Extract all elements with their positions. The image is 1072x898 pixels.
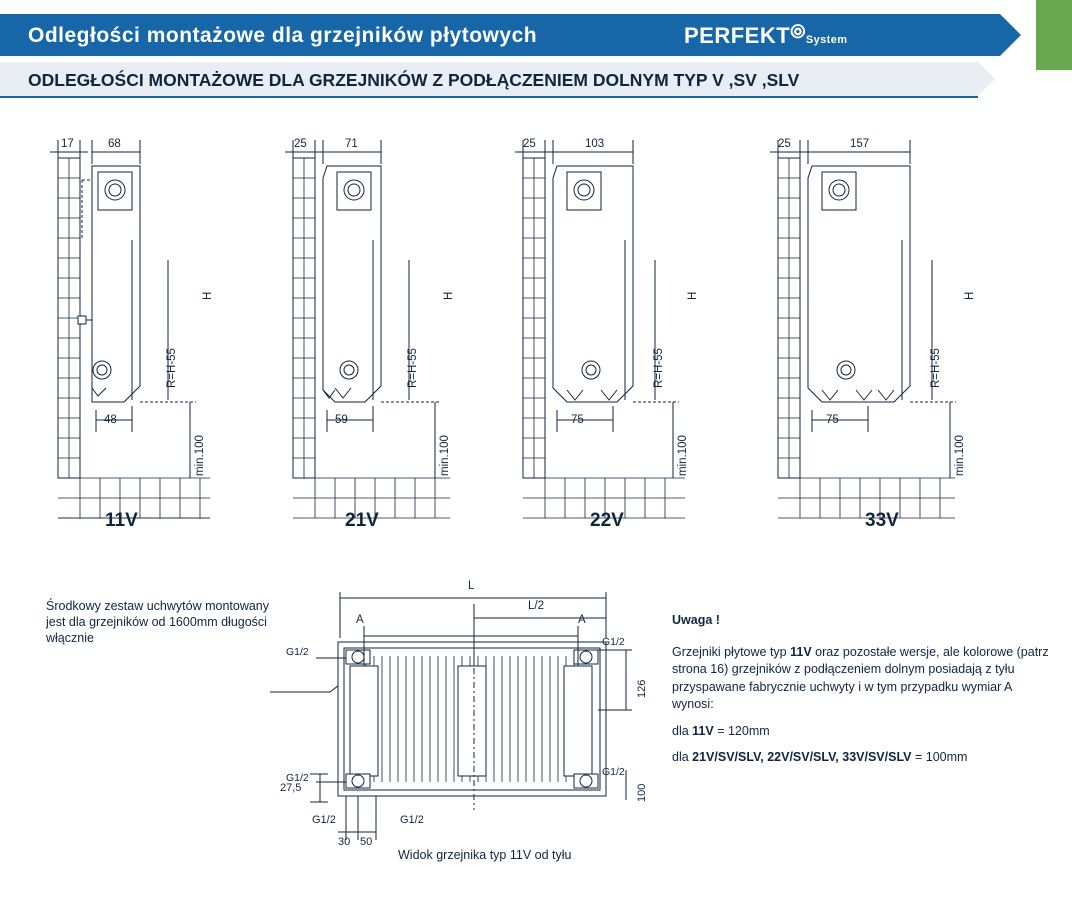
rear-view-caption: Widok grzejnika typ 11V od tyłu — [398, 848, 572, 862]
dim-bottom-33v: 75 — [826, 414, 839, 426]
rear-view-drawing — [280, 570, 670, 870]
dim-bottom-11v: 48 — [104, 414, 117, 426]
dim-r-22v: R=H-55 — [653, 348, 665, 388]
dim-h-11v: H — [202, 291, 214, 300]
right-note — [672, 612, 1052, 776]
radiator-section-drawing-21v — [265, 120, 515, 540]
brand-name: PERFEKT — [684, 23, 791, 48]
header-green-accent — [1036, 0, 1072, 70]
left-note-text: Środkowy zestaw uchwytów montowany jest dla grzejników od 1600mm długości włącznie — [46, 599, 270, 645]
dim-bottom-22v: 75 — [571, 414, 584, 426]
page-subtitle: ODLEGŁOŚCI MONTAŻOWE DLA GRZEJNIKÓW Z PODŁĄCZENIEM DOLNYM TYP V ,SV ,SLV — [28, 70, 800, 90]
dim-30: 30 — [338, 836, 351, 848]
right-note-para1-c: oraz pozostałe wersje, ale kolorowe (patrz strona 16) grzejników z podłączeniem dolnym posiadają z tyłu przyspawane fabrycznie uchwyty i w tym przypadku wymiar A wynosi: — [672, 644, 1049, 711]
dim-g12-top-left: G1/2 — [286, 646, 309, 658]
dim-r-33v: R=H-55 — [930, 348, 942, 388]
dim-g12-bottom-right: G1/2 — [400, 814, 424, 826]
right-note-para1-a: Grzejniki płytowe typ — [672, 644, 791, 659]
radiator-section-drawing-22v — [505, 120, 755, 540]
dim-27-5: 27,5 — [280, 782, 302, 794]
right-note-para3 — [672, 749, 1052, 767]
dim-depth-22v: 103 — [585, 138, 605, 150]
dim-g12-bot-right: G1/2 — [602, 766, 625, 778]
brand-sub: System — [805, 34, 848, 46]
dim-g12-bottom-left: G1/2 — [312, 814, 336, 826]
type-label-21v: 21V — [345, 510, 379, 531]
dim-r-11v: R=H-55 — [166, 348, 178, 388]
dim-L: L — [468, 580, 475, 592]
right-note-para2 — [672, 723, 1052, 741]
diagram-panel-22v — [505, 120, 755, 540]
dim-bottom-21v: 59 — [335, 414, 348, 426]
dim-wall-22v: 25 — [523, 138, 536, 150]
right-note-para3-c: = 100mm — [911, 750, 968, 764]
diagram-panel-11v — [20, 120, 270, 540]
brand-swirl-icon: ⦾ — [790, 22, 806, 43]
dim-min-11v: min.100 — [194, 435, 206, 476]
dim-min-22v: min.100 — [677, 435, 689, 476]
dim-depth-21v: 71 — [345, 138, 358, 150]
dim-wall-33v: 25 — [778, 138, 791, 150]
type-label-11v: 11V — [105, 510, 138, 531]
brand-logo — [684, 23, 847, 49]
right-note-title: Uwaga ! — [672, 613, 720, 627]
dim-g12-top-right: G1/2 — [602, 636, 625, 648]
right-note-para1 — [672, 644, 1052, 714]
type-label-33v: 33V — [865, 510, 899, 531]
right-note-para2-b: 11V — [692, 723, 714, 738]
page-title: Odległości montażowe dla grzejników płytowych — [28, 24, 538, 47]
dim-depth-11v: 68 — [108, 138, 121, 150]
dim-wall-21v: 25 — [294, 138, 307, 150]
radiator-section-drawing-11v — [20, 120, 270, 540]
dim-wall-11v: 17 — [61, 138, 74, 150]
right-note-para2-c: = 120mm — [713, 723, 770, 738]
dim-A-right: A — [578, 614, 586, 626]
dim-h-22v: H — [687, 291, 699, 300]
dim-L2: L/2 — [528, 600, 544, 612]
dim-depth-33v: 157 — [850, 138, 870, 150]
type-label-22v: 22V — [590, 510, 624, 531]
right-note-para1-b: 11V — [790, 644, 812, 659]
dim-A-left: A — [356, 614, 364, 626]
dim-min-33v: min.100 — [954, 435, 966, 476]
dim-r-21v: R=H-55 — [407, 348, 419, 388]
dim-h-33v: H — [964, 291, 976, 300]
dim-50: 50 — [360, 836, 373, 848]
dim-g12-bot-left: G1/2 — [286, 772, 309, 784]
dim-126: 126 — [636, 679, 648, 698]
radiator-section-drawing-33v — [760, 120, 1010, 540]
diagram-panel-33v — [760, 120, 1010, 540]
dim-100: 100 — [636, 783, 648, 802]
right-note-para3-a: dla — [672, 750, 693, 764]
dim-min-21v: min.100 — [439, 435, 451, 476]
right-note-para3-b: 21V/SV/SLV, 22V/SV/SLV, 33V/SV/SLV — [692, 750, 912, 764]
dim-h-21v: H — [443, 291, 455, 300]
diagram-panel-21v — [265, 120, 515, 540]
right-note-para2-a: dla — [672, 723, 693, 738]
rear-view-svg — [280, 570, 670, 870]
